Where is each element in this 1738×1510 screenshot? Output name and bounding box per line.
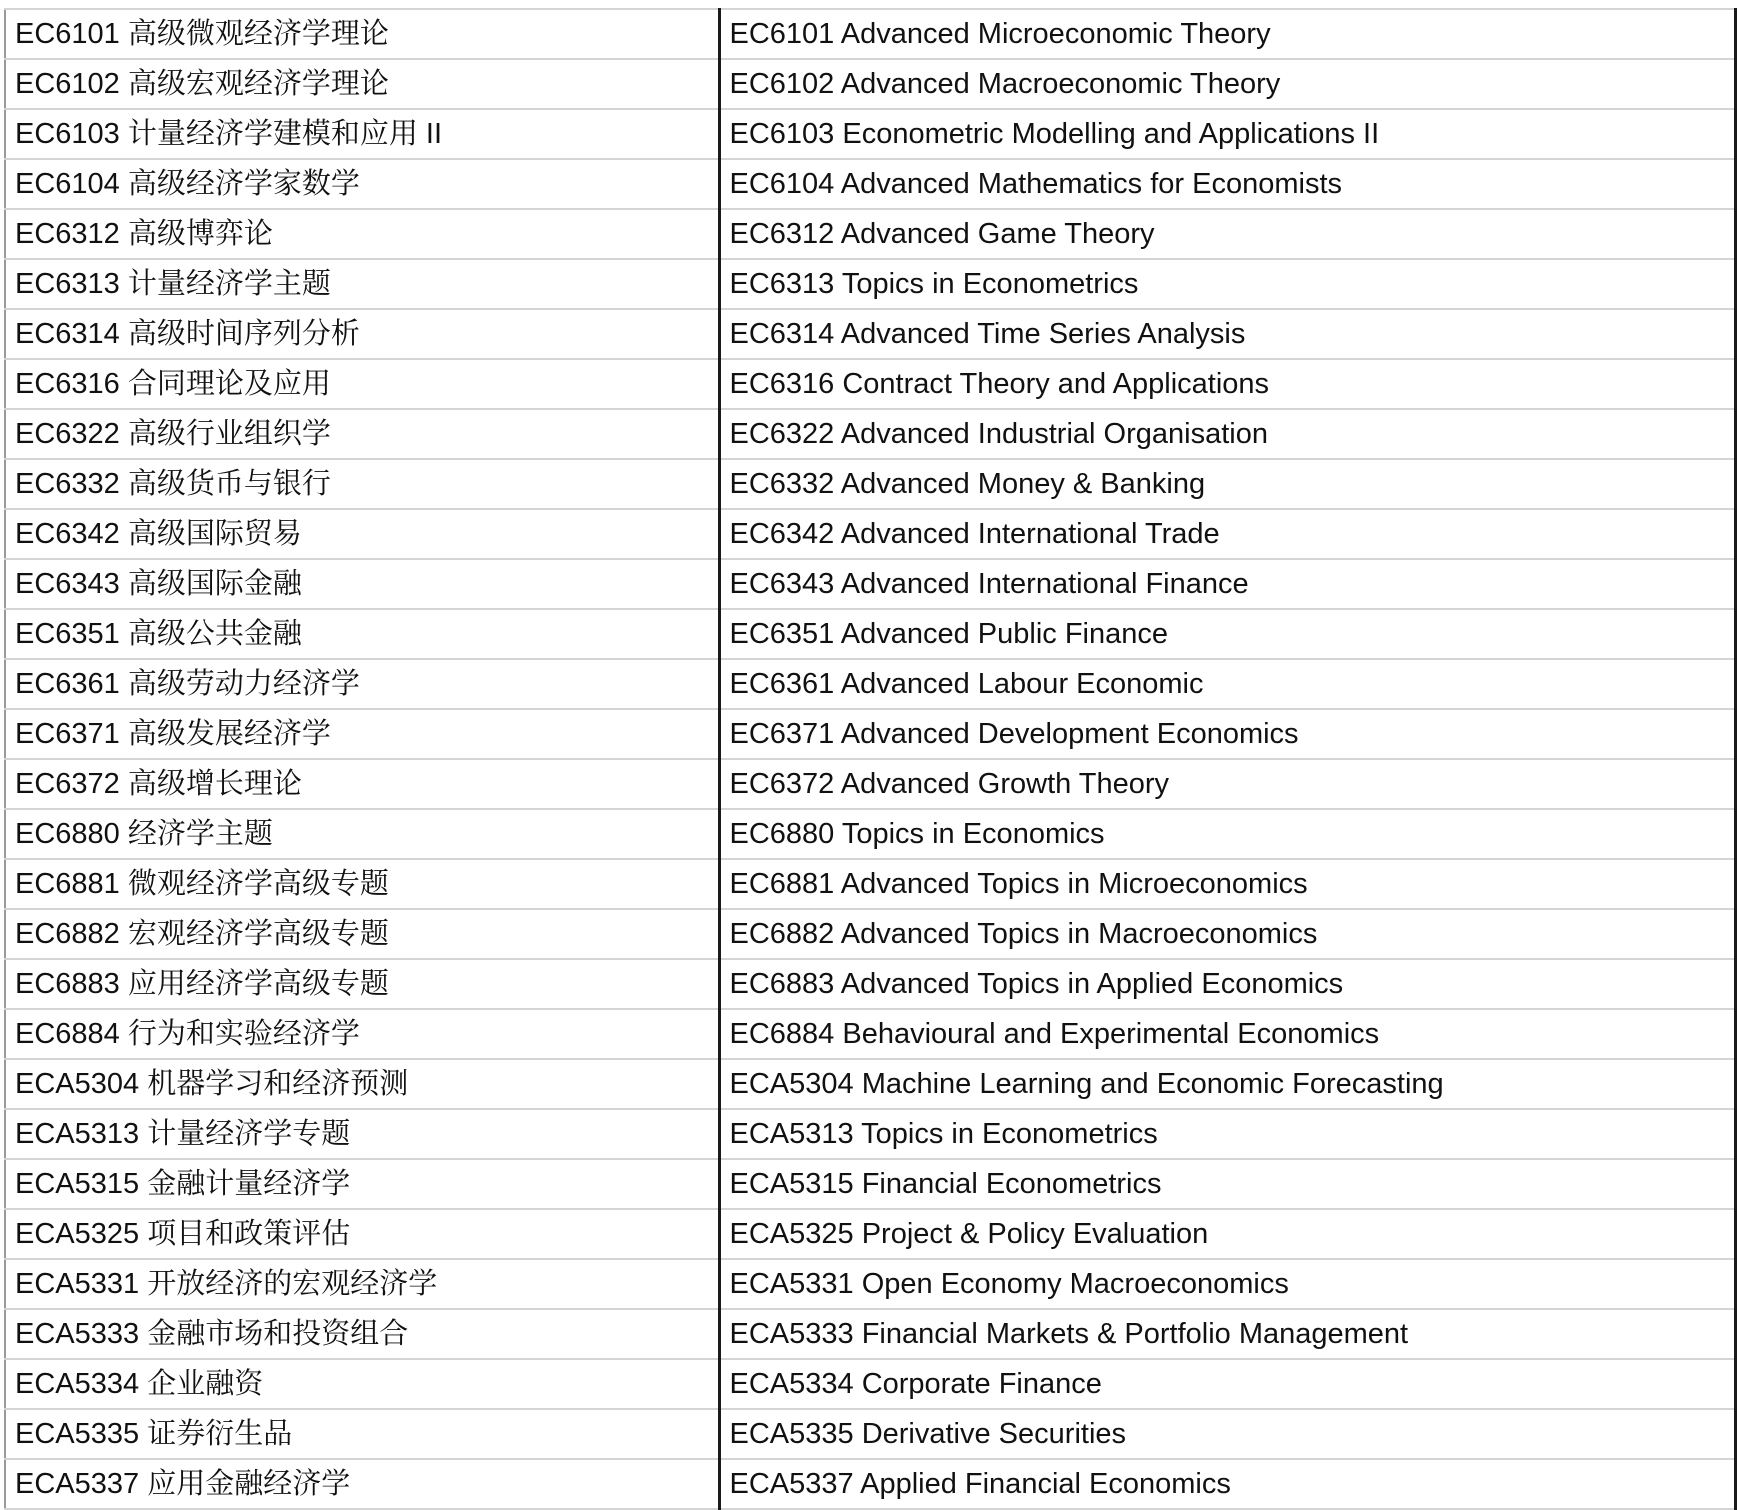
course-name-chinese-cell[interactable]: EC6312 高级博弈论 bbox=[5, 209, 719, 259]
course-name-chinese-cell[interactable]: EC6332 高级货币与银行 bbox=[5, 459, 719, 509]
table-row bbox=[5, 1359, 1735, 1409]
table-row bbox=[5, 159, 1735, 209]
course-name-chinese-cell[interactable]: ECA5315 金融计量经济学 bbox=[5, 1159, 719, 1209]
course-name-english-cell[interactable]: ECA5315 Financial Econometrics bbox=[719, 1159, 1735, 1209]
table-row bbox=[5, 1409, 1735, 1459]
course-name-chinese-cell[interactable]: EC6314 高级时间序列分析 bbox=[5, 309, 719, 359]
course-name-english-cell[interactable]: EC6351 Advanced Public Finance bbox=[719, 609, 1735, 659]
course-name-english-cell[interactable]: ECA5334 Corporate Finance bbox=[719, 1359, 1735, 1409]
course-name-chinese-cell[interactable]: ECA5335 证券衍生品 bbox=[5, 1409, 719, 1459]
course-name-english-cell[interactable]: EC6314 Advanced Time Series Analysis bbox=[719, 309, 1735, 359]
course-name-chinese-cell[interactable]: EC6342 高级国际贸易 bbox=[5, 509, 719, 559]
course-name-chinese-cell[interactable]: EC6351 高级公共金融 bbox=[5, 609, 719, 659]
table-row bbox=[5, 609, 1735, 659]
table-row bbox=[5, 1159, 1735, 1209]
course-name-english-cell[interactable]: EC6102 Advanced Macroeconomic Theory bbox=[719, 59, 1735, 109]
table-row bbox=[5, 259, 1735, 309]
table-row bbox=[5, 759, 1735, 809]
course-name-english-cell[interactable]: EC6884 Behavioural and Experimental Economics bbox=[719, 1009, 1735, 1059]
course-name-chinese-cell[interactable]: EC6371 高级发展经济学 bbox=[5, 709, 719, 759]
table-row bbox=[5, 109, 1735, 159]
course-name-english-cell[interactable]: EC6881 Advanced Topics in Microeconomics bbox=[719, 859, 1735, 909]
course-name-english-cell[interactable]: EC6361 Advanced Labour Economic bbox=[719, 659, 1735, 709]
course-name-chinese-cell[interactable]: EC6104 高级经济学家数学 bbox=[5, 159, 719, 209]
table-row bbox=[5, 1259, 1735, 1309]
course-name-english-cell[interactable]: ECA5304 Machine Learning and Economic Forecasting bbox=[719, 1059, 1735, 1109]
course-name-english-cell[interactable]: EC6101 Advanced Microeconomic Theory bbox=[719, 9, 1735, 59]
table-row bbox=[5, 1059, 1735, 1109]
course-name-english-cell[interactable]: ECA5331 Open Economy Macroeconomics bbox=[719, 1259, 1735, 1309]
table-row bbox=[5, 359, 1735, 409]
course-name-english-cell[interactable]: EC6880 Topics in Economics bbox=[719, 809, 1735, 859]
course-name-chinese-cell[interactable]: ECA5304 机器学习和经济预测 bbox=[5, 1059, 719, 1109]
course-name-chinese-cell[interactable]: EC6881 微观经济学高级专题 bbox=[5, 859, 719, 909]
table-row bbox=[5, 1009, 1735, 1059]
course-name-english-cell[interactable]: EC6343 Advanced International Finance bbox=[719, 559, 1735, 609]
course-name-chinese-cell[interactable]: EC6322 高级行业组织学 bbox=[5, 409, 719, 459]
course-name-english-cell[interactable]: EC6371 Advanced Development Economics bbox=[719, 709, 1735, 759]
table-row bbox=[5, 309, 1735, 359]
course-name-chinese-cell[interactable]: ECA5313 计量经济学专题 bbox=[5, 1109, 719, 1159]
table-row bbox=[5, 709, 1735, 759]
course-name-chinese-cell[interactable]: EC6883 应用经济学高级专题 bbox=[5, 959, 719, 1009]
course-name-english-cell[interactable]: EC6342 Advanced International Trade bbox=[719, 509, 1735, 559]
table-row bbox=[5, 59, 1735, 109]
course-name-english-cell[interactable]: EC6316 Contract Theory and Applications bbox=[719, 359, 1735, 409]
table-row bbox=[5, 9, 1735, 59]
course-name-chinese-cell[interactable]: EC6361 高级劳动力经济学 bbox=[5, 659, 719, 709]
course-name-chinese-cell[interactable]: EC6101 高级微观经济学理论 bbox=[5, 9, 719, 59]
table-row bbox=[5, 909, 1735, 959]
table-row bbox=[5, 1309, 1735, 1359]
course-name-chinese-cell[interactable]: EC6884 行为和实验经济学 bbox=[5, 1009, 719, 1059]
course-name-english-cell[interactable]: ECA5313 Topics in Econometrics bbox=[719, 1109, 1735, 1159]
course-name-chinese-cell[interactable]: EC6313 计量经济学主题 bbox=[5, 259, 719, 309]
course-name-english-cell[interactable]: EC6882 Advanced Topics in Macroeconomics bbox=[719, 909, 1735, 959]
course-name-chinese-cell[interactable]: ECA5337 应用金融经济学 bbox=[5, 1459, 719, 1509]
table-row bbox=[5, 1209, 1735, 1259]
course-name-english-cell[interactable]: EC6372 Advanced Growth Theory bbox=[719, 759, 1735, 809]
course-table-body bbox=[5, 9, 1735, 1509]
table-row bbox=[5, 409, 1735, 459]
course-table bbox=[4, 8, 1737, 1510]
course-name-english-cell[interactable]: EC6322 Advanced Industrial Organisation bbox=[719, 409, 1735, 459]
course-name-chinese-cell[interactable]: EC6103 计量经济学建模和应用 II bbox=[5, 109, 719, 159]
table-row bbox=[5, 659, 1735, 709]
course-name-chinese-cell[interactable]: ECA5325 项目和政策评估 bbox=[5, 1209, 719, 1259]
course-name-english-cell[interactable]: ECA5335 Derivative Securities bbox=[719, 1409, 1735, 1459]
table-row bbox=[5, 559, 1735, 609]
course-name-chinese-cell[interactable]: EC6882 宏观经济学高级专题 bbox=[5, 909, 719, 959]
course-name-english-cell[interactable]: EC6312 Advanced Game Theory bbox=[719, 209, 1735, 259]
course-name-chinese-cell[interactable]: ECA5334 企业融资 bbox=[5, 1359, 719, 1409]
table-row bbox=[5, 459, 1735, 509]
course-name-chinese-cell[interactable]: EC6372 高级增长理论 bbox=[5, 759, 719, 809]
course-name-english-cell[interactable]: EC6313 Topics in Econometrics bbox=[719, 259, 1735, 309]
course-name-english-cell[interactable]: EC6103 Econometric Modelling and Applications II bbox=[719, 109, 1735, 159]
course-name-chinese-cell[interactable]: ECA5333 金融市场和投资组合 bbox=[5, 1309, 719, 1359]
course-name-english-cell[interactable]: EC6104 Advanced Mathematics for Economists bbox=[719, 159, 1735, 209]
course-name-chinese-cell[interactable]: EC6102 高级宏观经济学理论 bbox=[5, 59, 719, 109]
course-name-english-cell[interactable]: ECA5333 Financial Markets & Portfolio Management bbox=[719, 1309, 1735, 1359]
course-name-english-cell[interactable]: EC6332 Advanced Money & Banking bbox=[719, 459, 1735, 509]
table-row bbox=[5, 1459, 1735, 1509]
course-name-chinese-cell[interactable]: EC6343 高级国际金融 bbox=[5, 559, 719, 609]
course-name-english-cell[interactable]: ECA5325 Project & Policy Evaluation bbox=[719, 1209, 1735, 1259]
table-row bbox=[5, 859, 1735, 909]
table-row bbox=[5, 509, 1735, 559]
course-name-chinese-cell[interactable]: EC6316 合同理论及应用 bbox=[5, 359, 719, 409]
table-row bbox=[5, 959, 1735, 1009]
course-name-chinese-cell[interactable]: EC6880 经济学主题 bbox=[5, 809, 719, 859]
course-name-chinese-cell[interactable]: ECA5331 开放经济的宏观经济学 bbox=[5, 1259, 719, 1309]
course-name-english-cell[interactable]: EC6883 Advanced Topics in Applied Economics bbox=[719, 959, 1735, 1009]
table-row bbox=[5, 1109, 1735, 1159]
course-name-english-cell[interactable]: ECA5337 Applied Financial Economics bbox=[719, 1459, 1735, 1509]
table-row bbox=[5, 809, 1735, 859]
table-row bbox=[5, 209, 1735, 259]
